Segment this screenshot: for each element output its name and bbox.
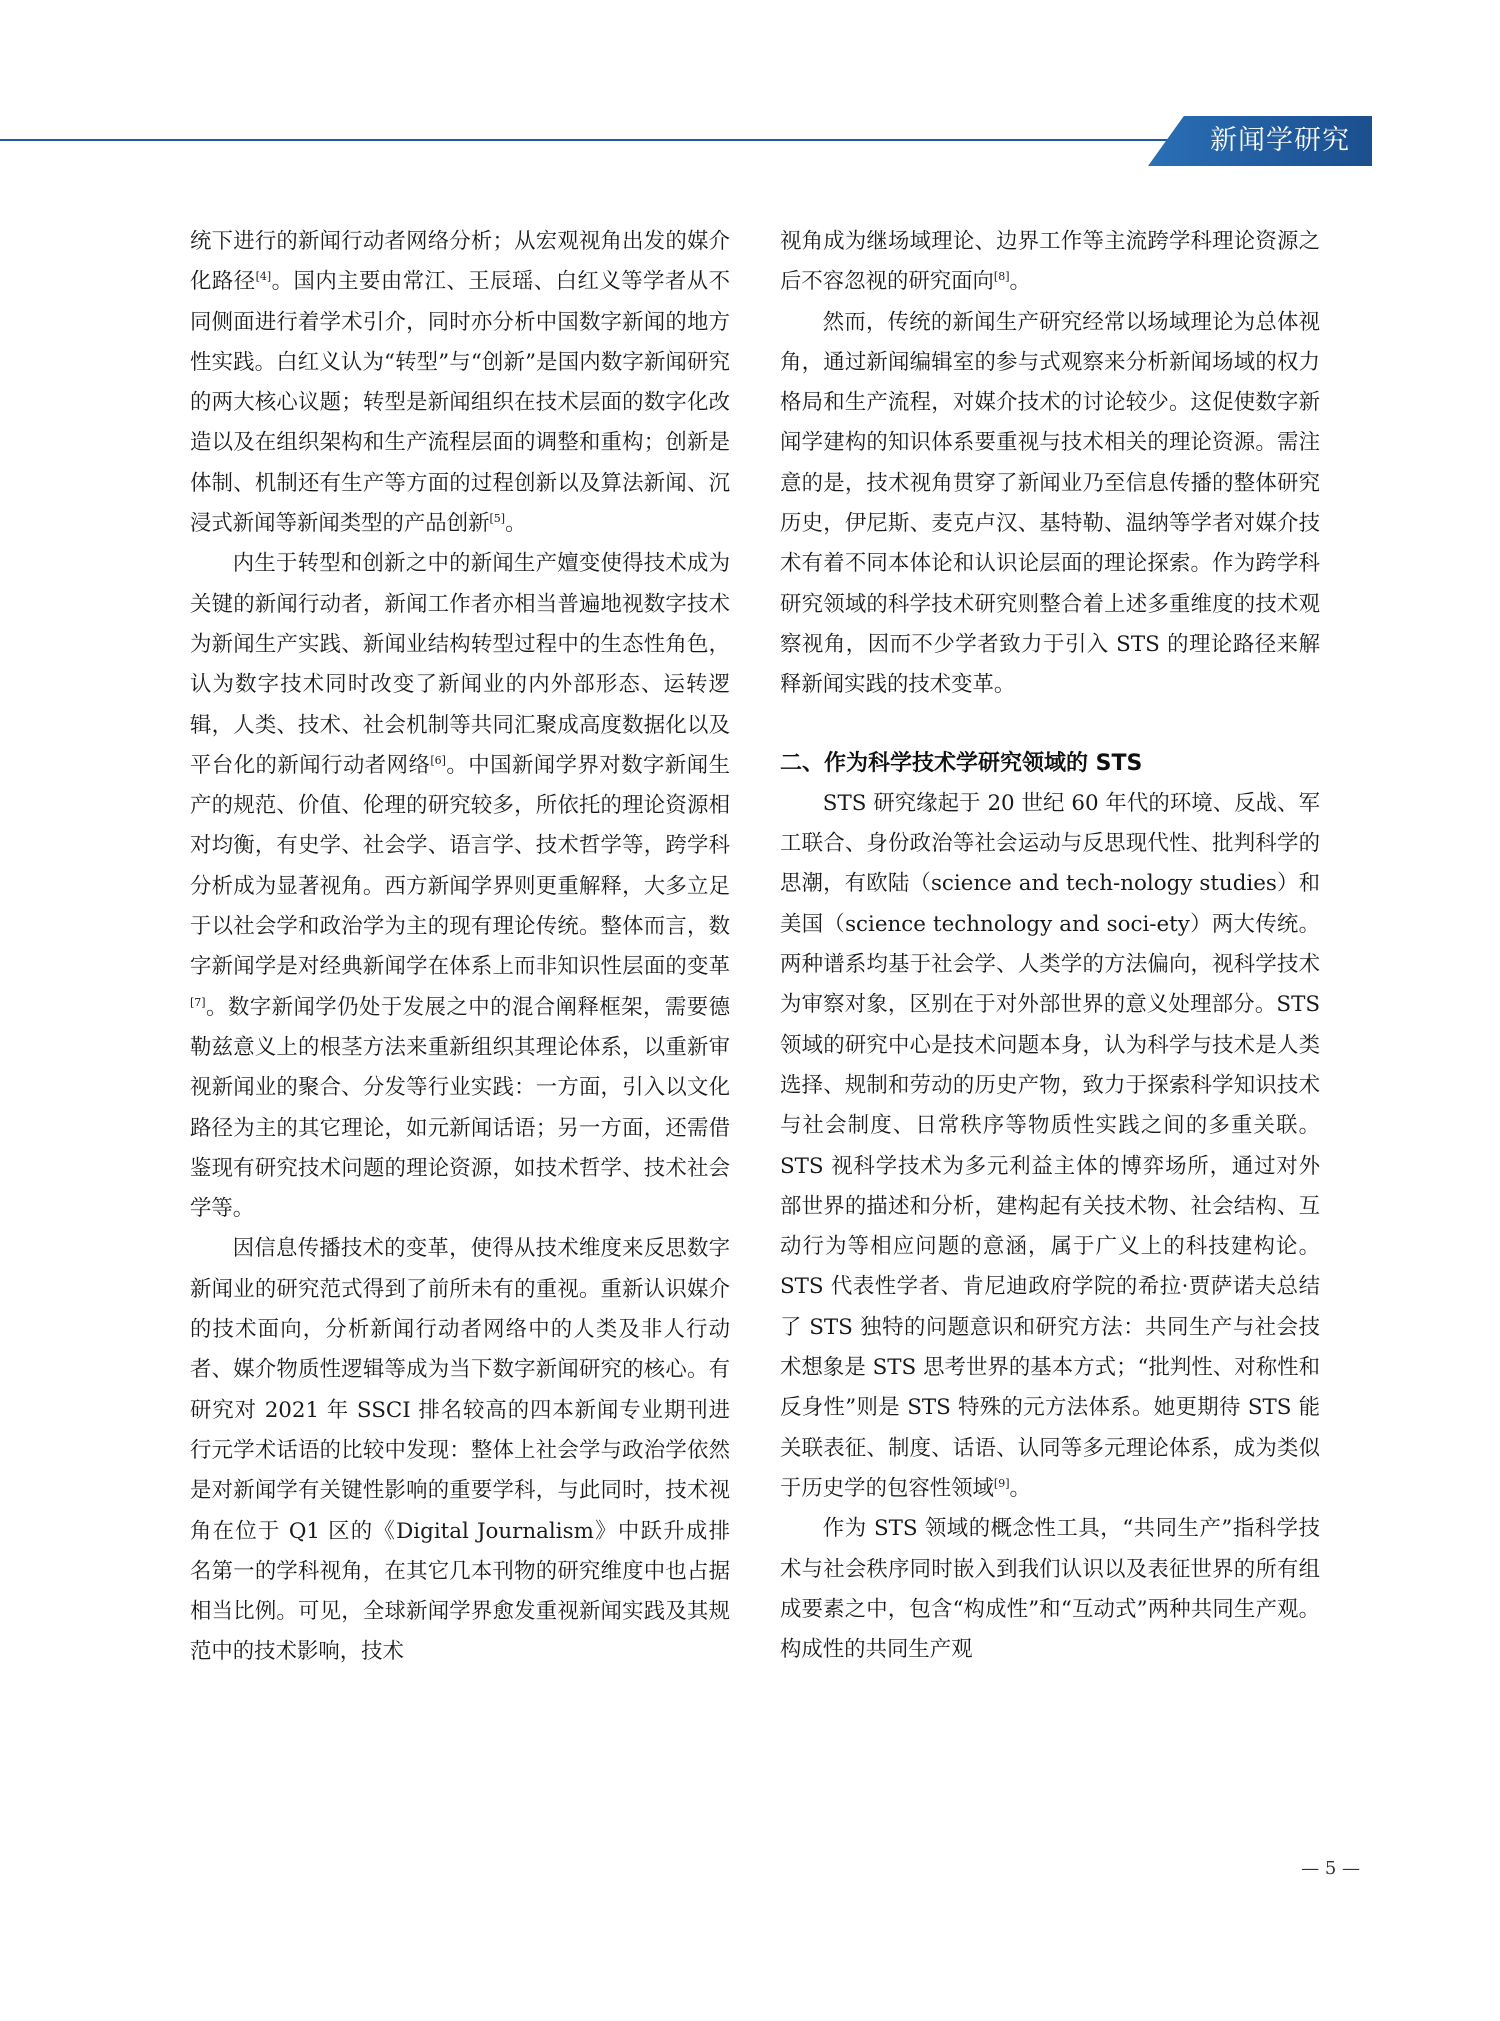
citation-ref: [7] xyxy=(190,995,206,1009)
citation-ref: [9] xyxy=(993,1476,1010,1490)
paragraph: 然而，传统的新闻生产研究经常以场域理论为总体视角，通过新闻编辑室的参与式观察来分析新闻场域的权力格局和生产流程，对媒介技术的讨论较少。这促使数字新闻学建构的知识体系要重视与技术相关的理论资源。需注意的是，技术视角贯穿了新闻业乃至信息传播的整体研究历史，伊尼斯、麦克卢汉、基特勒、温纳等学者对媒介技术有着不同本体论和认识论层面的理论探索。作为跨学科研究领域的科学技术研究则整合着上述多重维度的技术观察视角，因而不少学者致力于引入 STS 的理论路径来解释新闻实践的技术变革。 xyxy=(780,309,1320,698)
paragraph: 内生于转型和创新之中的新闻生产嬗变使得技术成为关键的新闻行动者，新闻工作者亦相当普遍地视数字技术为新闻生产实践、新闻业结构转型过程中的生态性角色，认为数字技术同时改变了新闻业的内外部形态、运转逻辑，人类、技术、社会机制等共同汇聚成高度数据化以及平台化的新闻行动者网络[6]。中国新闻学界对数字新闻生产的规范、价值、伦理的研究较多，所依托的理论资源相对均衡，有史学、社会学、语言学、技术哲学等，跨学科分析成为显著视角。西方新闻学界则更重解释，大多立足于以社会学和政治学为主的现有理论传统。整体而言，数字新闻学是对经典新闻学在体系上而非知识性层面的变革[7]。数字新闻学仍处于发展之中的混合阐释框架，需要德勒兹意义上的根茎方法来重新组织其理论体系，以重新审视新闻业的聚合、分发等行业实践：一方面，引入以文化路径为主的其它理论，如元新闻话语；另一方面，还需借鉴现有研究技术问题的理论资源，如技术哲学、技术社会学等。 xyxy=(190,551,730,1222)
paragraph: 视角成为继场域理论、边界工作等主流跨学科理论资源之后不容忽视的研究面向[8]。 xyxy=(780,229,1320,295)
page-number: — 5 — xyxy=(1301,1858,1360,1879)
citation-ref: [6] xyxy=(430,753,446,767)
paragraph: STS 研究缘起于 20 世纪 60 年代的环境、反战、军工联合、身份政治等社会运动与反思现代性、批判科学的思潮，有欧陆（science and tech-nology studies）和美国（science technology and soci-ety）两大传统。两种谱系均基于社会学、人类学的方法偏向，视科学技术为审察对象，区别在于对外部世界的意义处理部分。STS 领域的研究中心是技术问题本身，认为科学与技术是人类选择、规制和劳动的历史产物，致力于探索科学知识技术与社会制度、日常秩序等物质性实践之间的多重关联。STS 视科学技术为多元利益主体的博弈场所，通过对外部世界的描述和分析，建构起有关技术物、社会结构、互动行为等相应问题的意涵，属于广义上的科技建构论。STS 代表性学者、肯尼迪政府学院的希拉·贾萨诺夫总结了 STS 独特的问题意识和研究方法：共同生产与社会技术想象是 STS 思考世界的基本方式；“批判性、对称性和反身性”则是 STS 特殊的元方法体系。她更期待 STS 能关联表征、制度、话语、认同等多元理论体系，成为类似于历史学的包容性领域[9]。 xyxy=(780,790,1320,1501)
citation-ref: [8] xyxy=(993,270,1010,284)
journal-section-title: 新闻学研究 xyxy=(1210,125,1350,156)
section-heading: 二、作为科学技术学研究领域的 STS xyxy=(780,750,1143,776)
paragraph: 统下进行的新闻行动者网络分析；从宏观视角出发的媒介化路径[4]。国内主要由常江、王辰瑶、白红义等学者从不同侧面进行着学术引介，同时亦分析中国数字新闻的地方性实践。白红义认为“转型”与“创新”是国内数字新闻研究的两大核心议题；转型是新闻组织在技术层面的数字化改造以及在组织架构和生产流程层面的调整和重构；创新是体制、机制还有生产等方面的过程创新以及算法新闻、沉浸式新闻等新闻类型的产品创新[5]。 xyxy=(190,229,730,537)
citation-ref: [5] xyxy=(489,511,506,525)
paragraph: 因信息传播技术的变革，使得从技术维度来反思数字新闻业的研究范式得到了前所未有的重视。重新认识媒介的技术面向，分析新闻行动者网络中的人类及非人行动者、媒介物质性逻辑等成为当下数字新闻研究的核心。有研究对 2021 年 SSCI 排名较高的四本新闻专业期刊进行元学术话语的比较中发现：整体上社会学与政治学依然是对新闻学有关键性影响的重要学科，与此同时，技术视角在位于 Q1 区的《Digital Journalism》中跃升成排名第一的学科视角，在其它几本刊物的研究维度中也占据相当比例。可见，全球新闻学界愈发重视新闻实践及其规范中的技术影响，技术 xyxy=(190,1236,730,1665)
left-column xyxy=(190,222,730,1673)
citation-ref: [4] xyxy=(255,270,272,284)
right-column xyxy=(780,222,1320,1670)
paragraph: 作为 STS 领域的概念性工具，“共同生产”指科学技术与社会秩序同时嵌入到我们认识以及表征世界的所有组成要素之中，包含“构成性”和“互动式”两种共同生产观。构成性的共同生产观 xyxy=(780,1516,1320,1663)
header-rule xyxy=(0,139,1190,141)
